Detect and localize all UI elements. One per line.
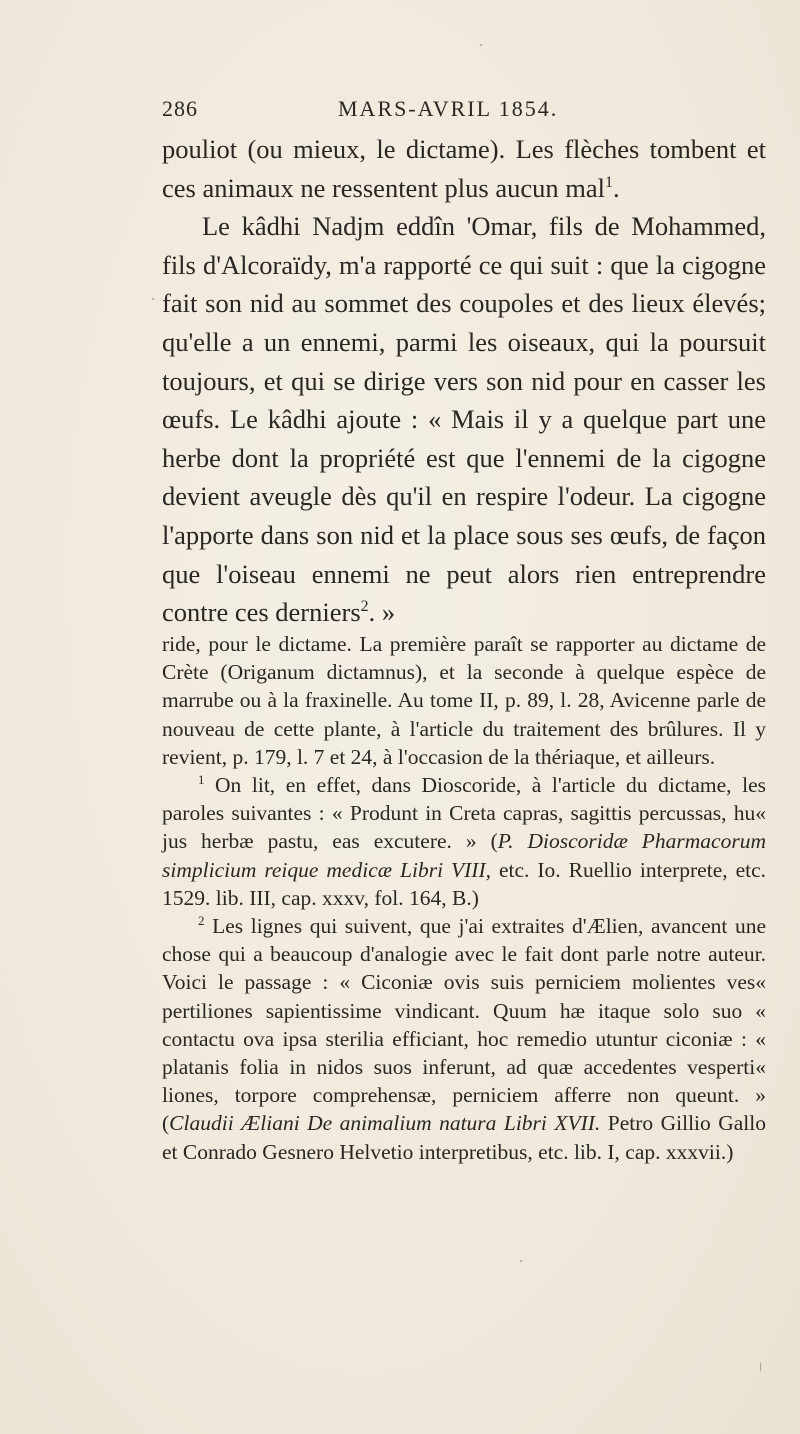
footnotes bbox=[162, 630, 766, 1166]
paper-speck bbox=[480, 44, 482, 46]
paragraph-2 bbox=[162, 207, 766, 632]
page-number: 286 bbox=[162, 96, 198, 121]
main-text bbox=[162, 130, 766, 632]
footnote-1-mark: 1 bbox=[198, 772, 205, 787]
footnote-continuation: ride, pour le dictame. La première paraît se rapporter au dictame de Crète (Origanum dictamnus), et la seconde à quelque espèce de marrube ou à la fraxinelle. Au tome II, p. 89, l. 28, Avicenne parle de nouveau de cette plante, à l'article du traitement des brûlures. Il y revient, p. 179, l. 7 et 24, à l'occasion de la thériaque, et ailleurs. bbox=[162, 632, 766, 769]
paragraph-1-end: . bbox=[612, 172, 620, 203]
paper-speck bbox=[152, 298, 154, 300]
footnote-2-text: Les lignes qui suivent, que j'ai extraites d'Ælien, avancent une chose qui a beaucoup d'analogie avec le fait dont parle notre auteur. Voici le passage : « Ciconiæ ovis suis perniciem molientes ves« pertiliones sapientissime vindicant. Quum hæ itaque solo suo « contactu ova ipsa sterilia efficiant, hoc remedio utuntur ciconiæ : « platanis folia in nidos suos inferunt, ad quæ accedentes vesperti« liones, torpore comprehensæ, perniciem afferre non queunt. » ( bbox=[162, 914, 766, 1136]
paper-speck bbox=[520, 1260, 522, 1262]
footnote-1-end: etc. Io. Ruellio interprete, etc. 1529. lib. III, cap. xxxv, fol. 164, B.) bbox=[162, 857, 767, 910]
footnote-2-end: Petro Gillio Gallo et Conrado Gesnero Helvetio interpretibus, etc. lib. I, cap. xxxvii.) bbox=[162, 1111, 766, 1164]
paragraph-2-end: . » bbox=[368, 597, 396, 628]
footnote-2-italic: Claudii Æliani De animalium natura Libri XVII. bbox=[169, 1111, 601, 1136]
footnote-2-mark: 2 bbox=[198, 913, 205, 928]
footnote-1-italic: P. Dioscoridæ Pharmacorum simplicium reique medicæ Libri VIII, bbox=[162, 829, 766, 882]
footnote-ref-1: 1 bbox=[605, 173, 613, 191]
running-title: MARS-AVRIL 1854. bbox=[338, 96, 559, 121]
paragraph-1-text: pouliot (ou mieux, le dictame). Les flèches tombent et ces animaux ne ressentent plus aucun mal bbox=[162, 134, 766, 203]
paragraph-1 bbox=[162, 130, 766, 207]
footnote-1-text: On lit, en effet, dans Dioscoride, à l'article du dictame, les paroles suivantes : « Produnt in Creta capras, sagittis percussas, hu« jus herbæ pastu, eas excutere. » ( bbox=[162, 773, 766, 854]
page-header bbox=[162, 96, 762, 126]
footnote-ref-2: 2 bbox=[360, 598, 369, 616]
footnote-2 bbox=[162, 912, 766, 1166]
paragraph-2-text: Le kâdhi Nadjm eddîn 'Omar, fils de Mohammed, fils d'Alcoraïdy, m'a rapporté ce qui suit : que la cigogne fait son nid au sommet des coupoles et des lieux élevés; qu'elle a un ennemi, parmi les oiseaux, qui la poursuit toujours, et qui se dirige vers son nid pour en casser les œufs. Le kâdhi ajoute : « Mais il y a quelque part une herbe dont la propriété est que l'ennemi de la cigogne devient aveugle dès qu'il en respire l'odeur. La cigogne l'apporte dans son nid et la place sous ses œufs, de façon que l'oiseau ennemi ne peut alors rien entreprendre contre ces derniers bbox=[162, 211, 766, 628]
paper-speck bbox=[760, 1362, 761, 1372]
footnote-1 bbox=[162, 771, 766, 912]
